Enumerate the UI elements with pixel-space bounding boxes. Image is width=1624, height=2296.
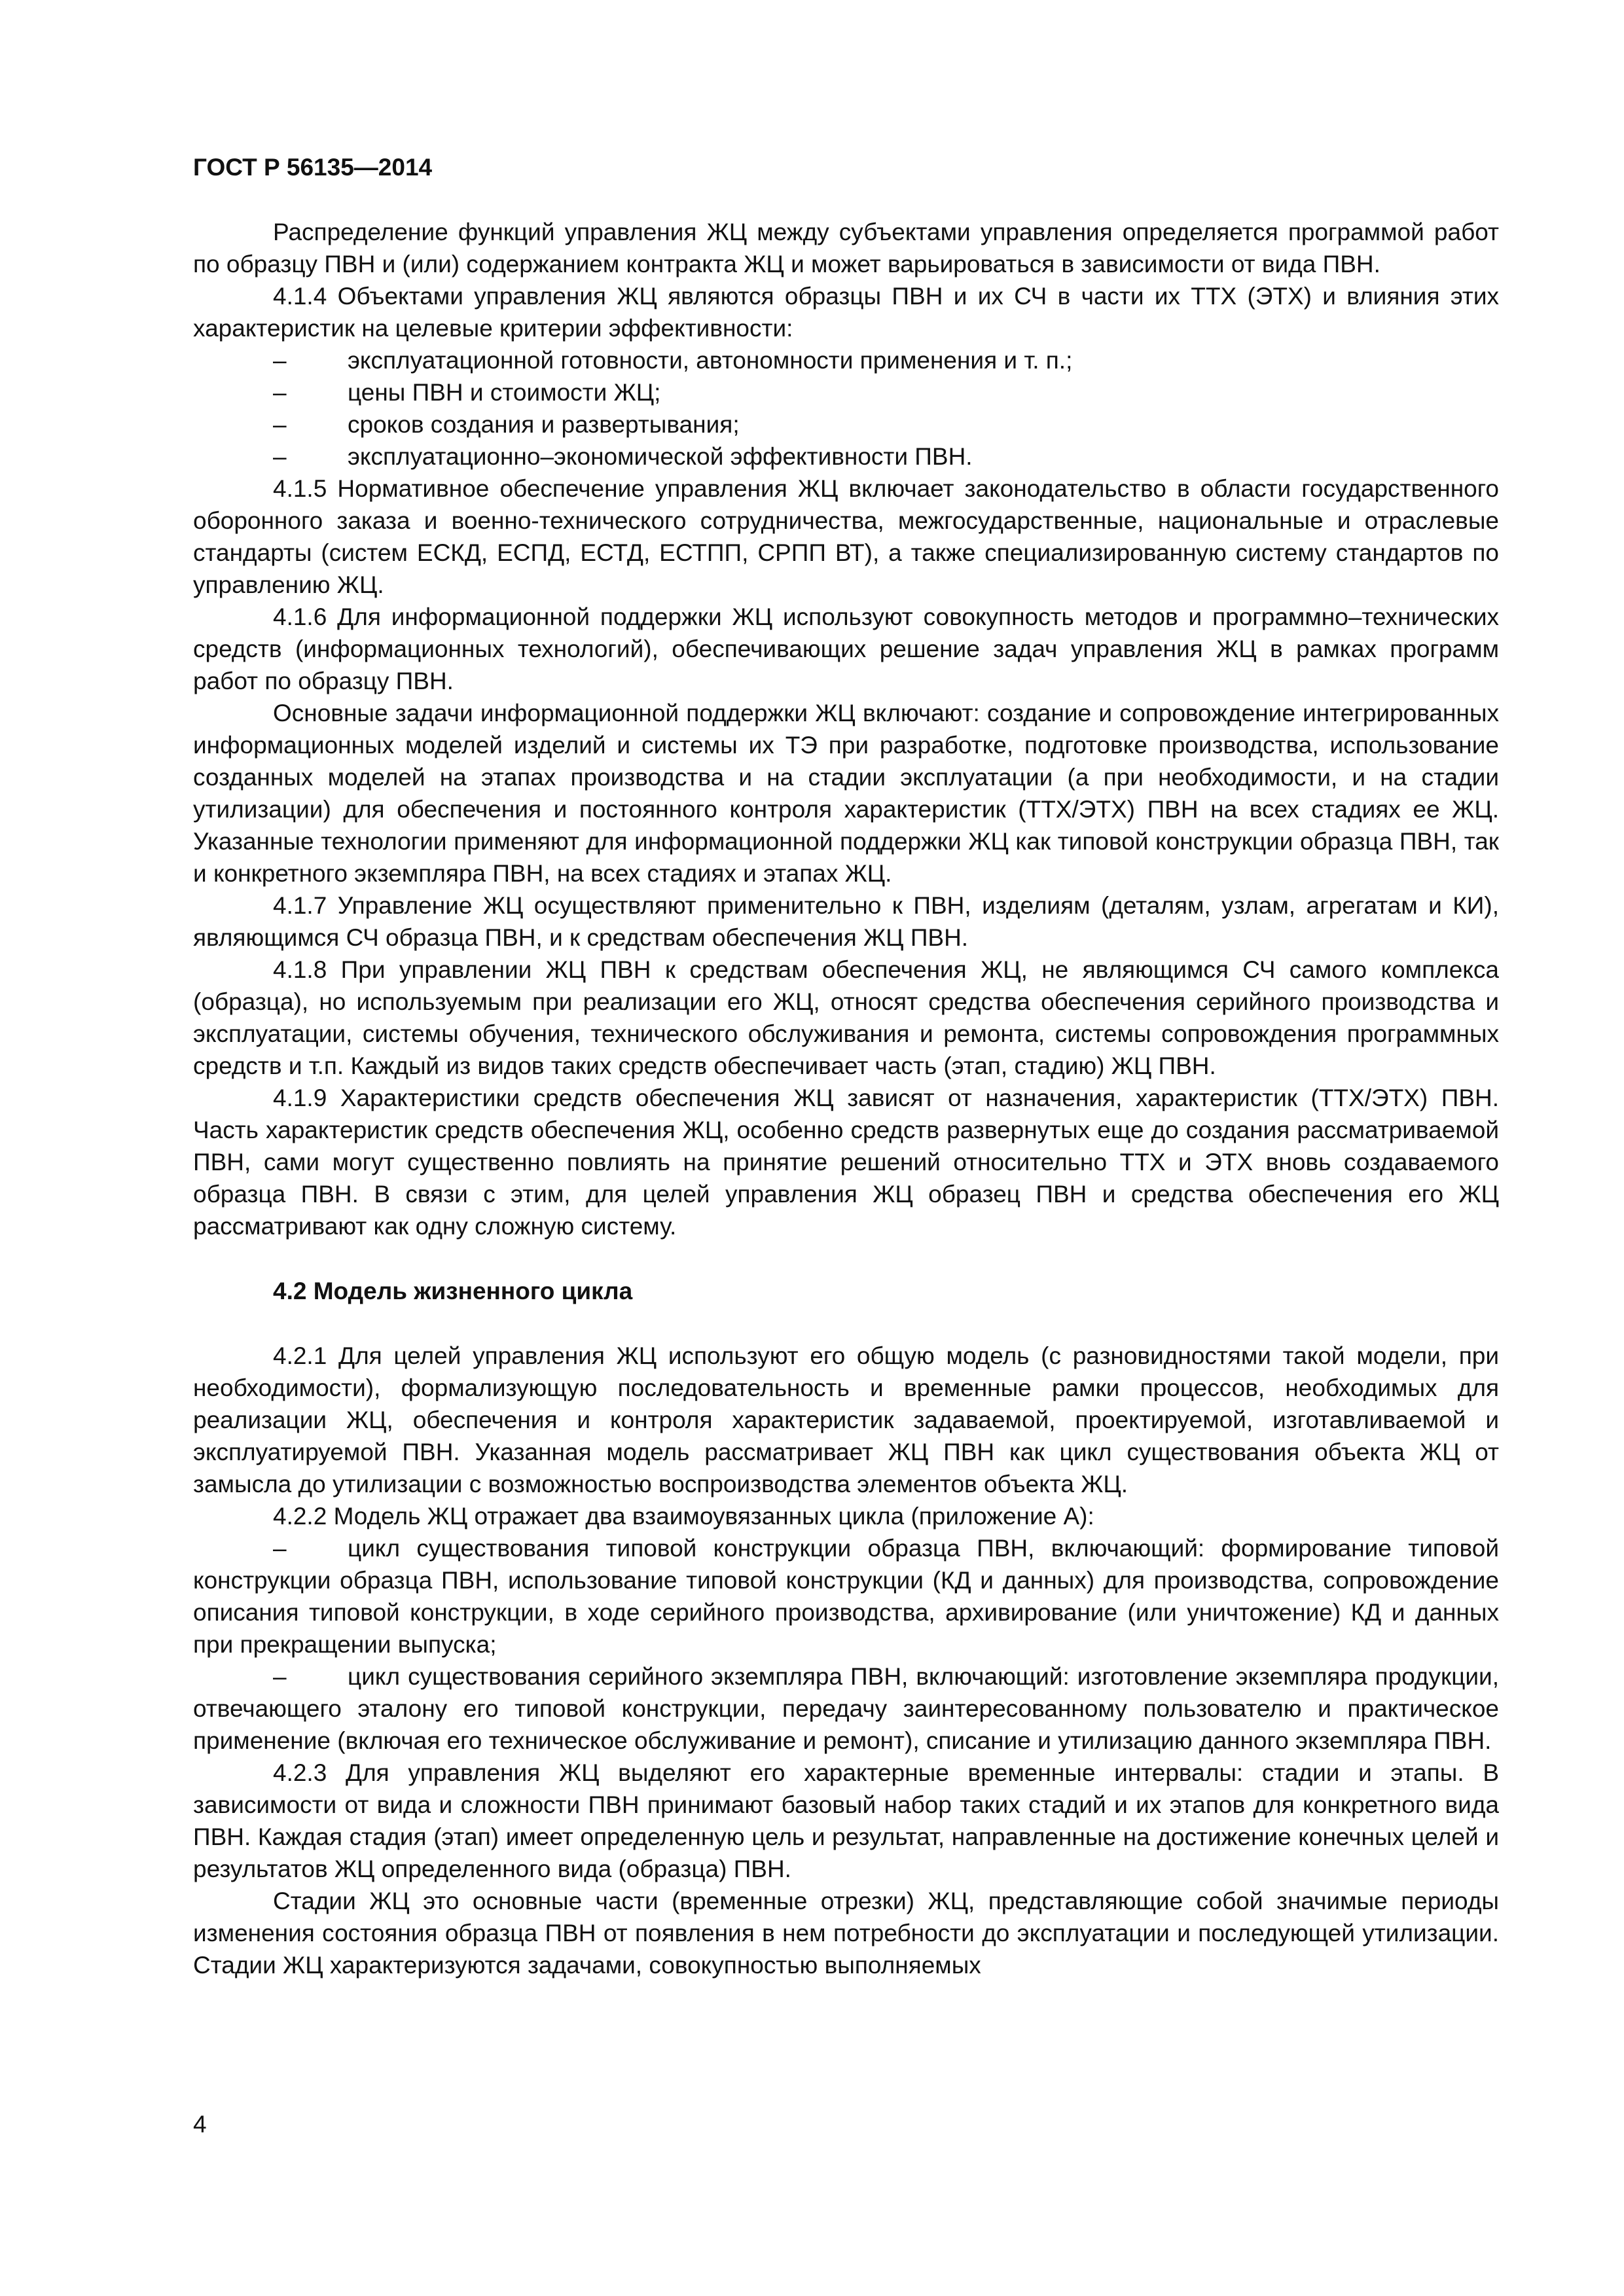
list-item-text: цикл существования типовой конструкции образца ПВН, включающий: формирование типовой конструкции образца ПВН, использование типовой конструкции (КД и данных) для производства, сопровождение описания типовой конструкции, в ходе серийного производства, архивирование (или уничтожение) КД и данных при прекращении выпуска; bbox=[193, 1535, 1499, 1658]
paragraph: Стадии ЖЦ это основные части (временные отрезки) ЖЦ, представляющие собой значимые периоды изменения состояния образца ПВН от появления в нем потребности до эксплуатации и последующей утилизации. Стадии ЖЦ характеризуются задачами, совокупностью выполняемых bbox=[193, 1888, 1499, 1979]
paragraph: 4.2.1 Для целей управления ЖЦ используют его общую модель (с разновидностями такой модели, при необходимости), формализующую последовательность и временные рамки процессов, необходимых для реализации ЖЦ, обеспечения и контроля характеристик задаваемой, проектируемой, изготавливаемой и эксплуатируемой ПВН. Указанная модель рассматривает ЖЦ ПВН как цикл существования объекта ЖЦ от замысла до утилизации с возможностью воспроизводства элементов объекта ЖЦ. bbox=[193, 1342, 1499, 1498]
list-item-text: сроков создания и развертывания; bbox=[348, 411, 740, 438]
paragraph: Основные задачи информационной поддержки ЖЦ включают: создание и сопровождение интегрированных информационных моделей изделий и системы их ТЭ при разработке, подготовке производства, использование созданных моделей на этапах производства и на стадии эксплуатации (а при необходимости, и на стадии утилизации) для обеспечения и постоянного контроля характеристик (ТТХ/ЭТХ) ПВН на всех стадиях ее ЖЦ. Указанные технологии применяют для информационной поддержки ЖЦ как типовой конструкции образца ПВН, так и конкретного экземпляра ПВН, на всех стадиях и этапах ЖЦ. bbox=[193, 700, 1499, 887]
paragraph: 4.1.8 При управлении ЖЦ ПВН к средствам обеспечения ЖЦ, не являющимся СЧ самого комплекса (образца), но используемым при реализации его ЖЦ, относят средства обеспечения серийного производства и эксплуатации, системы обучения, технического обслуживания и ремонта, системы сопровождения программных средств и т.п. Каждый из видов таких средств обеспечивает часть (этап, стадию) ЖЦ ПВН. bbox=[193, 956, 1499, 1079]
criteria-list bbox=[193, 344, 1499, 473]
list-item-text: эксплуатационно–экономической эффективности ПВН. bbox=[348, 443, 973, 470]
list-item-text: эксплуатационной готовности, автономности применения и т. п.; bbox=[348, 347, 1073, 374]
list-item bbox=[193, 1660, 1499, 1757]
paragraph: 4.1.5 Нормативное обеспечение управления ЖЦ включает законодательство в области государственного оборонного заказа и военно-технического сотрудничества, межгосударственные, национальные и отраслевые стандарты (систем ЕСКД, ЕСПД, ЕСТД, ЕСТПП, СРПП ВТ), а также специализированную систему стандартов по управлению ЖЦ. bbox=[193, 475, 1499, 598]
page-number: 4 bbox=[193, 2111, 207, 2138]
paragraph: Распределение функций управления ЖЦ между субъектами управления определяется программой работ по образцу ПВН и (или) содержанием контракта ЖЦ и может варьироваться в зависимости от вида ПВН. bbox=[193, 219, 1499, 278]
list-item-text: цены ПВН и стоимости ЖЦ; bbox=[348, 379, 661, 406]
list-item-text: цикл существования серийного экземпляра ПВН, включающий: изготовление экземпляра продукции, отвечающего эталону его типовой конструкции, передачу заинтересованному пользователю и практическое применение (включая его техническое обслуживание и ремонт), списание и утилизацию данного экземпляра ПВН. bbox=[193, 1663, 1499, 1754]
paragraph: 4.1.4 Объектами управления ЖЦ являются образцы ПВН и их СЧ в части их ТТХ (ЭТХ) и влияния этих характеристик на целевые критерии эффективности: bbox=[193, 283, 1499, 342]
section-heading: 4.2 Модель жизненного цикла bbox=[273, 1278, 633, 1304]
paragraph: 4.2.3 Для управления ЖЦ выделяют его характерные временные интервалы: стадии и этапы. В зависимости от вида и сложности ПВН принимают базовый набор таких стадий и их этапов для конкретного вида ПВН. Каждая стадия (этап) имеет определенную цель и результат, направленные на достижение конечных целей и результатов ЖЦ определенного вида (образца) ПВН. bbox=[193, 1759, 1499, 1882]
list-item bbox=[193, 440, 1499, 473]
list-dash: – bbox=[273, 1535, 287, 1562]
document-header: ГОСТ Р 56135—2014 bbox=[193, 154, 433, 181]
list-item bbox=[193, 408, 1499, 440]
list-item bbox=[193, 376, 1499, 408]
list-dash: – bbox=[273, 1663, 287, 1690]
paragraph: 4.1.9 Характеристики средств обеспечения ЖЦ зависят от назначения, характеристик (ТТХ/ЭТХ) ПВН. Часть характеристик средств обеспечения ЖЦ, особенно средств развернутых еще до создания рассматриваемой ПВН, сами могут существенно повлиять на принятие решений относительно ТТХ и ЭТХ вновь создаваемого образца ПВН. В связи с этим, для целей управления ЖЦ образец ПВН и средства обеспечения его ЖЦ рассматривают как одну сложную систему. bbox=[193, 1085, 1499, 1240]
list-dash: – bbox=[273, 379, 287, 406]
list-dash: – bbox=[273, 411, 287, 438]
paragraph: 4.2.2 Модель ЖЦ отражает два взаимоувязанных цикла (приложение А): bbox=[273, 1503, 1094, 1530]
paragraph: 4.1.7 Управление ЖЦ осуществляют применительно к ПВН, изделиям (деталям, узлам, агрегатам и КИ), являющимся СЧ образца ПВН, и к средствам обеспечения ЖЦ ПВН. bbox=[193, 892, 1499, 951]
document-body bbox=[193, 216, 1499, 1981]
cycle-list bbox=[193, 1532, 1499, 1757]
paragraph: 4.1.6 Для информационной поддержки ЖЦ используют совокупность методов и программно–технических средств (информационных технологий), обеспечивающих решение задач управления ЖЦ в рамках программ работ по образцу ПВН. bbox=[193, 603, 1499, 694]
list-dash: – bbox=[273, 347, 287, 374]
list-item bbox=[193, 344, 1499, 376]
list-dash: – bbox=[273, 443, 287, 470]
list-item bbox=[193, 1532, 1499, 1660]
